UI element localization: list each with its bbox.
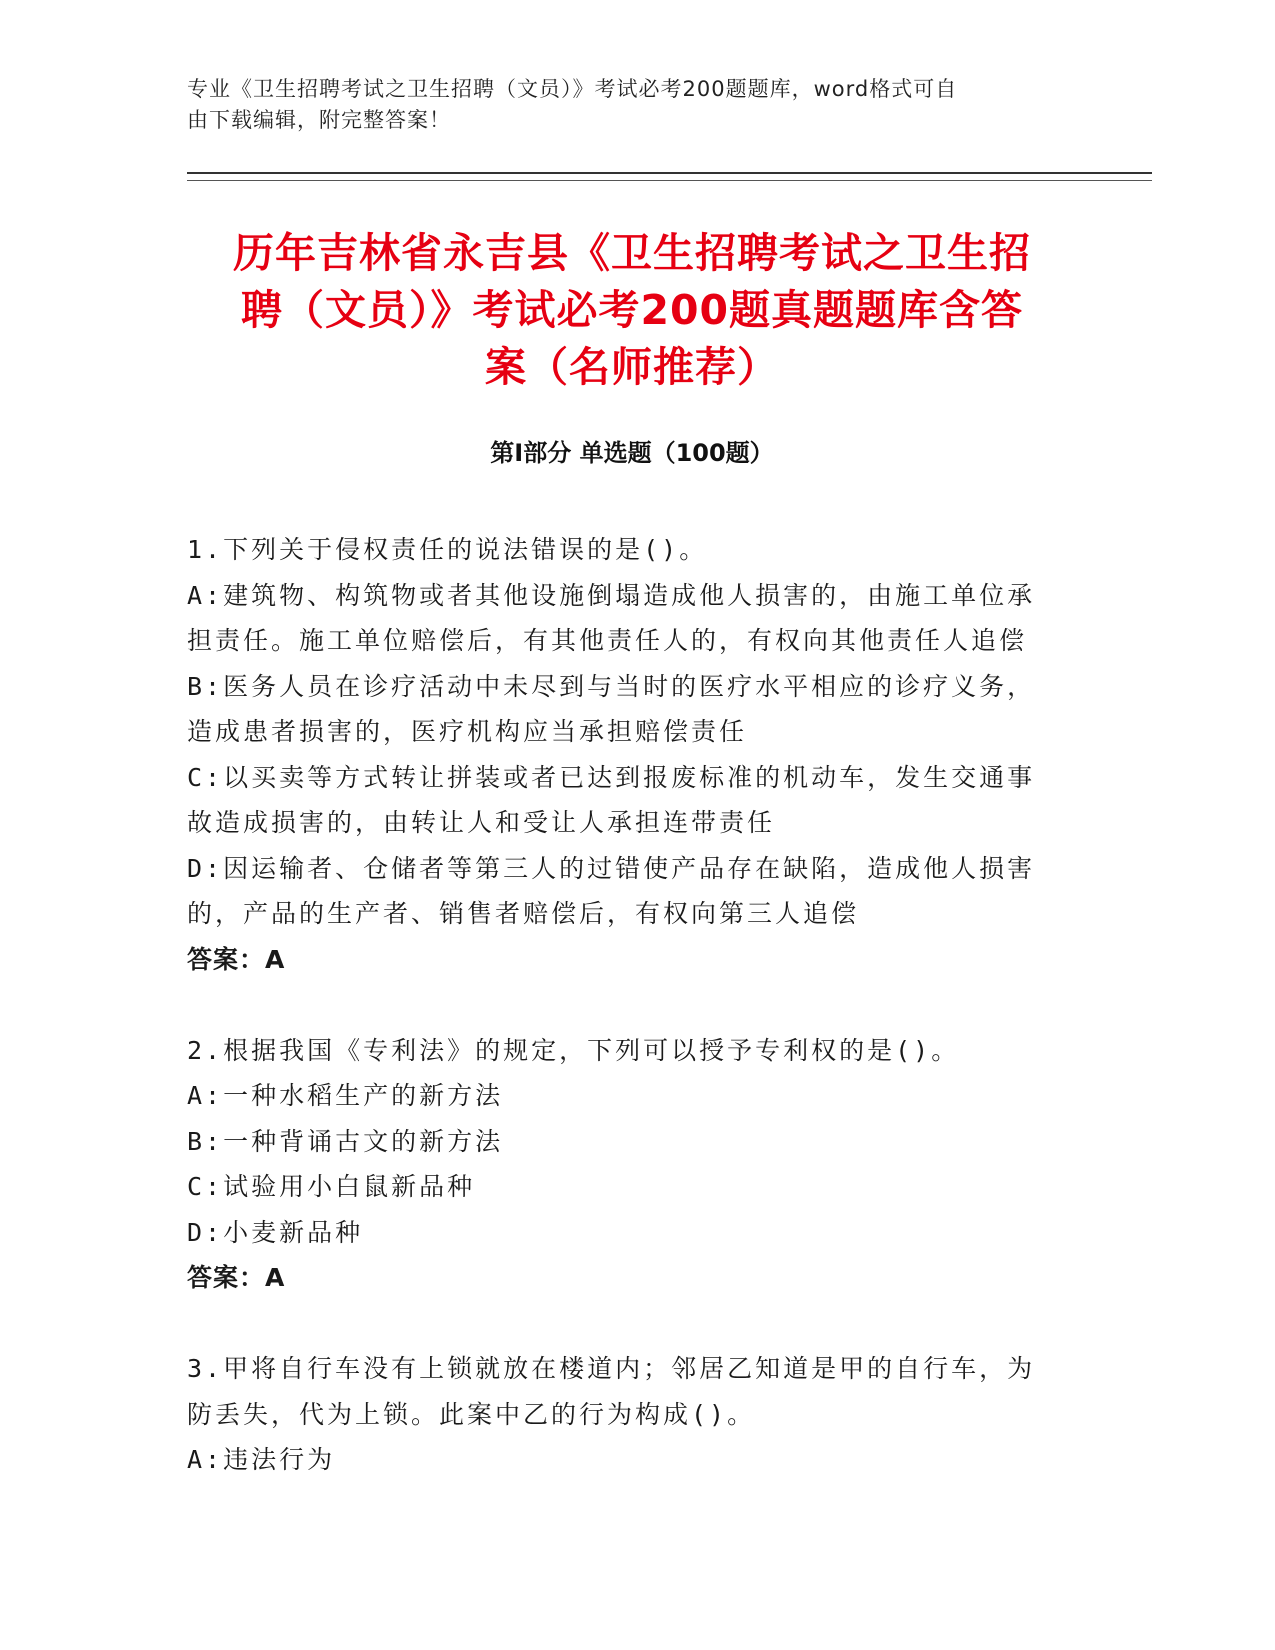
question-option: D:小麦新品种 [187,1217,364,1247]
question-stem: 防丢失，代为上锁。此案中乙的行为构成()。 [187,1399,756,1429]
document-title [187,225,1077,396]
question-option: C:以买卖等方式转让拼装或者已达到报废标准的机动车，发生交通事 [187,762,1036,792]
question-list [187,527,1087,1528]
question-answer: 答案：A [187,1263,286,1292]
header-note-line: 由下载编辑，附完整答案！ [187,108,451,132]
header-note [187,74,1067,136]
question-option: A:一种水稻生产的新方法 [187,1081,504,1110]
question-option: C:试验用小白鼠新品种 [187,1172,476,1201]
header-note-line: 专业《卫生招聘考试之卫生招聘（文员）》考试必考200题题库，word格式可自 [187,77,958,101]
document-title-line: 案（名师推荐） [485,343,779,391]
question-option: B:一种背诵古文的新方法 [187,1126,504,1156]
document-title-line: 聘（文员）》考试必考200题真题题库含答 [240,286,1024,334]
question-option: A:违法行为 [187,1445,336,1474]
question-option: 故造成损害的，由转让人和受让人承担连带责任 [187,808,776,837]
question-option: A:建筑物、构筑物或者其他设施倒塌造成他人损害的，由施工单位承 [187,580,1036,610]
question-stem: 1.下列关于侵权责任的说法错误的是()。 [187,535,708,564]
section-title: 第I部分 单选题（100题） [490,439,774,467]
question-stem: 3.甲将自行车没有上锁就放在楼道内；邻居乙知道是甲的自行车，为 [187,1354,1036,1383]
header-divider-thick [187,172,1152,174]
question-item [187,527,1087,982]
question-option: 担责任。施工单位赔偿后，有其他责任人的，有权向其他责任人追偿 [187,626,1028,655]
question-item [187,1028,1087,1301]
question-answer: 答案：A [187,944,286,974]
question-stem: 2.根据我国《专利法》的规定，下列可以授予专利权的是()。 [187,1035,960,1065]
question-item [187,1346,1087,1483]
question-option: 的，产品的生产者、销售者赔偿后，有权向第三人追偿 [187,899,860,928]
header-divider-thin [187,180,1152,181]
question-option: D:因运输者、仓储者等第三人的过错使产品存在缺陷，造成他人损害 [187,853,1036,883]
question-option: B:医务人员在诊疗活动中未尽到与当时的医疗水平相应的诊疗义务， [187,671,1036,701]
document-title-line: 历年吉林省永吉县《卫生招聘考试之卫生招 [233,229,1031,277]
question-option: 造成患者损害的，医疗机构应当承担赔偿责任 [187,717,748,746]
